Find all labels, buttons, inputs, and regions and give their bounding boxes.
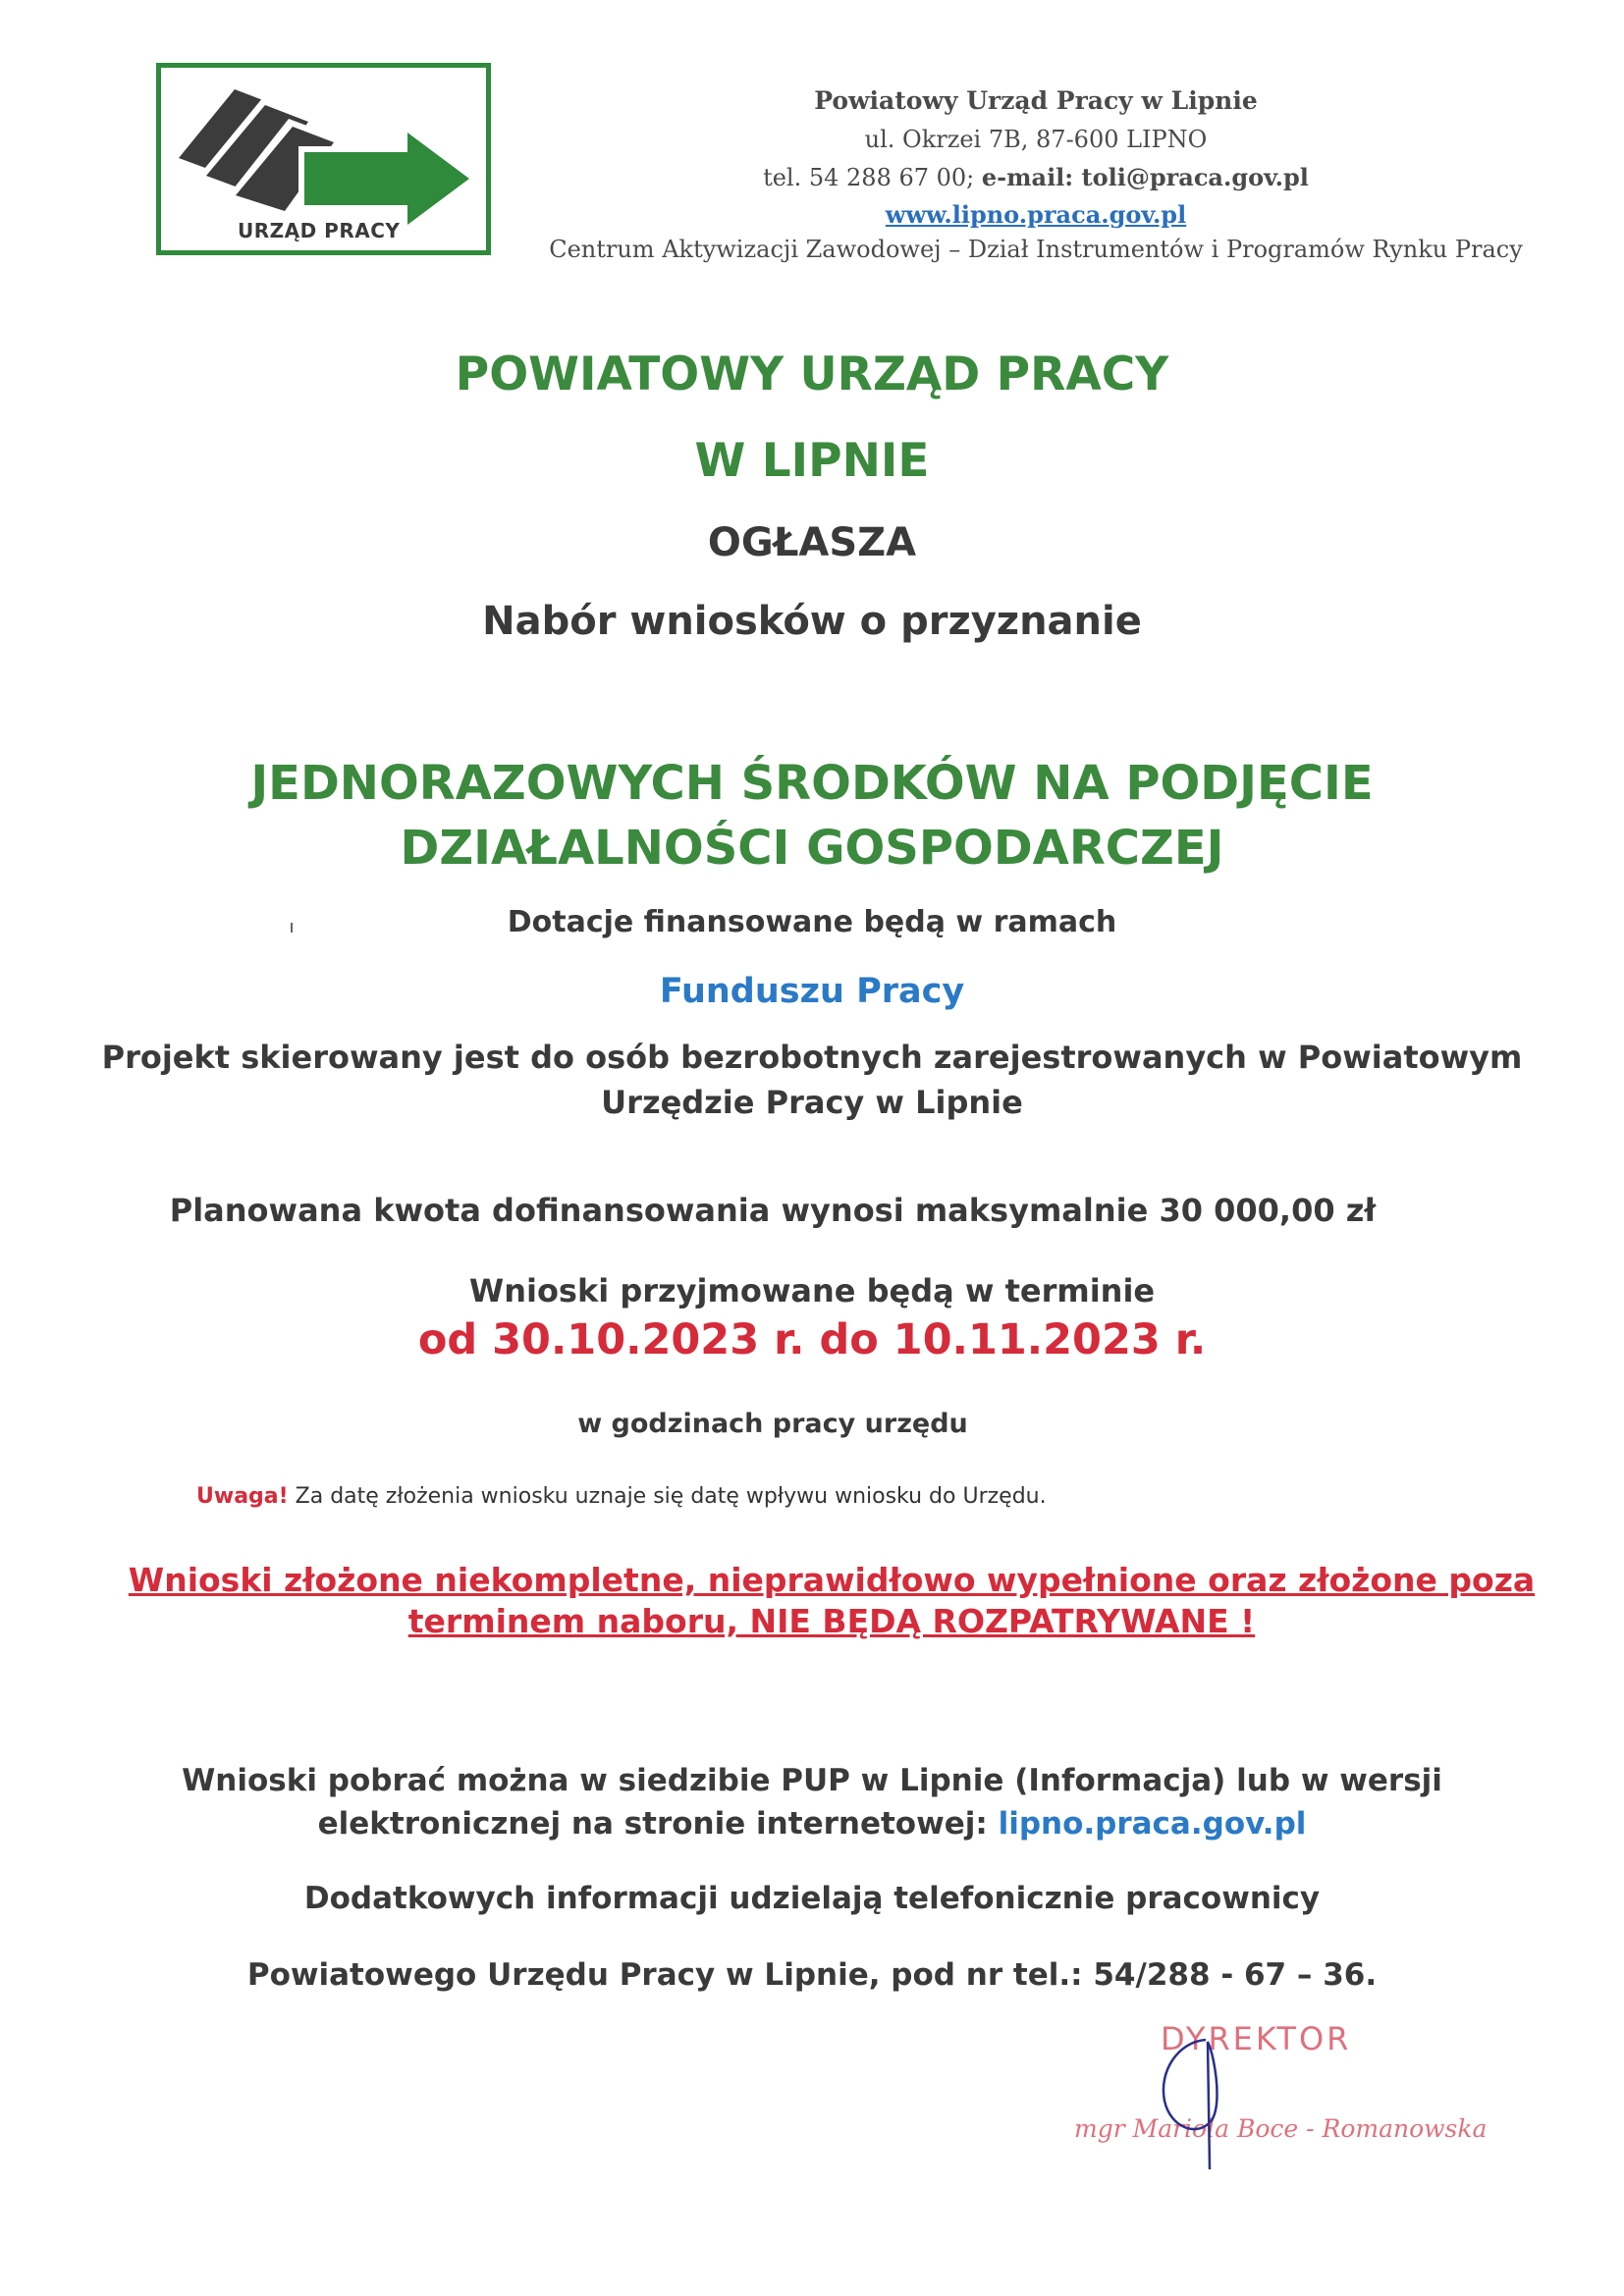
note-label: Uwaga! (196, 1484, 289, 1509)
subject-line-2: DZIAŁALNOŚCI GOSPODARCZEJ (400, 821, 1224, 876)
info-line: Dodatkowych informacji udzielają telefonicznie pracownicy (303, 1881, 1321, 1916)
department-name: Centrum Aktywizacji Zawodowej – Dział Instrumentów i Programów Rynku Pracy (549, 236, 1523, 263)
contact-line: Powiatowego Urzędu Pracy w Lipnie, pod nr tel.: 54/288 - 67 – 36. (246, 1957, 1378, 1993)
recruitment-heading: Nabór wniosków o przyznanie (482, 599, 1142, 644)
target-line-1: Projekt skierowany jest do osób bezrobotnych zarejestrowanych w Powiatowym (101, 1039, 1523, 1076)
handwritten-signature (1149, 2022, 1257, 2179)
website-row (520, 200, 1551, 229)
download-line-1: Wnioski pobrać można w siedzibie PUP w Lipnie (Informacja) lub w wersji (182, 1763, 1442, 1798)
office-address: ul. Okrzei 7B, 87-600 LIPNO (864, 126, 1208, 153)
website-link[interactable]: www.lipno.praca.gov.pl (885, 200, 1187, 229)
funding-intro: Dotacje finansowane będą w ramach (507, 905, 1117, 939)
term-intro: Wnioski przyjmowane będą w terminie (468, 1272, 1156, 1309)
announces-heading: OGŁASZA (707, 520, 917, 565)
phone-text: tel. 54 288 67 00; (763, 164, 982, 191)
note-text: Za datę złożenia wniosku uznaje się datę wpływu wniosku do Urzędu. (288, 1484, 1047, 1509)
stamp-title: DYREKTOR (1161, 2020, 1352, 2057)
download-prefix: elektronicznej na stronie internetowej: (317, 1806, 999, 1842)
title-line-2: W LIPNIE (694, 434, 930, 488)
urzad-pracy-logo (156, 63, 491, 255)
download-link[interactable]: lipno.praca.gov.pl (998, 1806, 1307, 1842)
subject-line-1: JEDNORAZOWYCH ŚRODKÓW NA PODJĘCIE (250, 756, 1374, 811)
warning-line-1: Wnioski złożone niekompletne, nieprawidłowo wypełnione oraz złożone poza (128, 1561, 1536, 1599)
logo-text: URZĄD PRACY (238, 219, 401, 242)
target-line-2: Urzędzie Pracy w Lipnie (601, 1084, 1023, 1121)
note-line (196, 1484, 1047, 1509)
office-hours: w godzinach pracy urzędu (577, 1409, 968, 1439)
office-contact (520, 163, 1551, 191)
stamp-name: mgr Mariola Boce - Romanowska (1074, 2114, 1488, 2143)
download-line-2 (0, 1806, 1624, 1842)
title-line-1: POWIATOWY URZĄD PRACY (455, 347, 1169, 401)
amount-line: Planowana kwota dofinansowania wynosi maksymalnie 30 000,00 zł (169, 1192, 1377, 1229)
office-name: Powiatowy Urząd Pracy w Lipnie (814, 86, 1258, 115)
term-dates: od 30.10.2023 r. do 10.11.2023 r. (417, 1315, 1207, 1364)
fund-name: Funduszu Pracy (659, 972, 965, 1011)
warning-line-2: terminem naboru, NIE BĘDĄ ROZPATRYWANE ! (407, 1602, 1256, 1640)
email-text: e-mail: toli@praca.gov.pl (981, 163, 1309, 191)
